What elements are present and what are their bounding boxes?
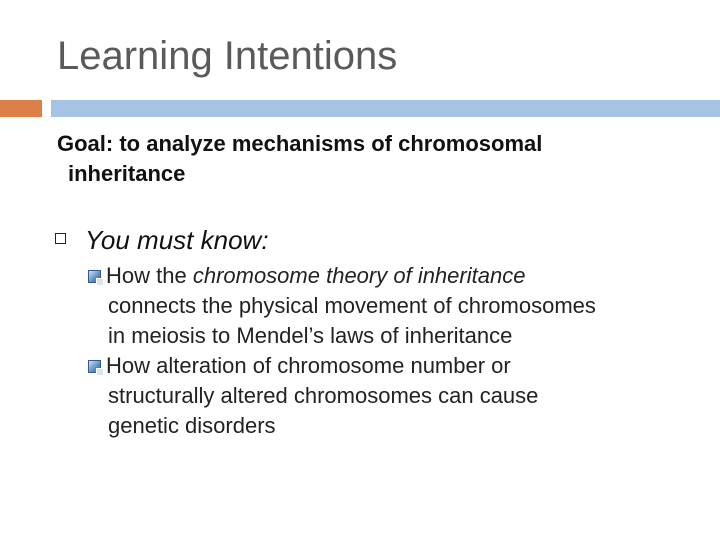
sub-bullet-1-prefix: How the [106,263,193,288]
slide-title: Learning Intentions [57,34,398,78]
q-box-bullet-icon [88,360,101,373]
goal-line-2: inheritance [68,161,186,186]
goal-line-1: Goal: to analyze mechanisms of chromosomal [57,131,543,156]
accent-bar-blue [51,100,720,117]
sub-bullet-2-line-3: genetic disorders [108,413,276,438]
sub-bullet-1 [88,261,698,351]
sub-bullet-1-line-3: in meiosis to Mendel’s laws of inheritance [108,323,513,348]
sub-bullet-1-line-2: connects the physical movement of chromosomes [108,293,596,318]
sub-bullet-2-line-2: structurally altered chromosomes can cause [108,383,539,408]
sub-bullet-2-line-1: How alteration of chromosome number or [106,353,511,378]
sub-bullet-1-line-1 [88,261,698,291]
accent-bar-orange [0,100,42,117]
sub-bullet-2 [88,351,698,441]
q-box-bullet-icon [88,270,101,283]
goal-statement [57,129,687,189]
sub-bullet-1-italic: chromosome theory of inheritance [192,263,526,288]
main-bullet-text: You must know: [85,225,269,255]
hollow-square-bullet-icon [55,233,66,244]
